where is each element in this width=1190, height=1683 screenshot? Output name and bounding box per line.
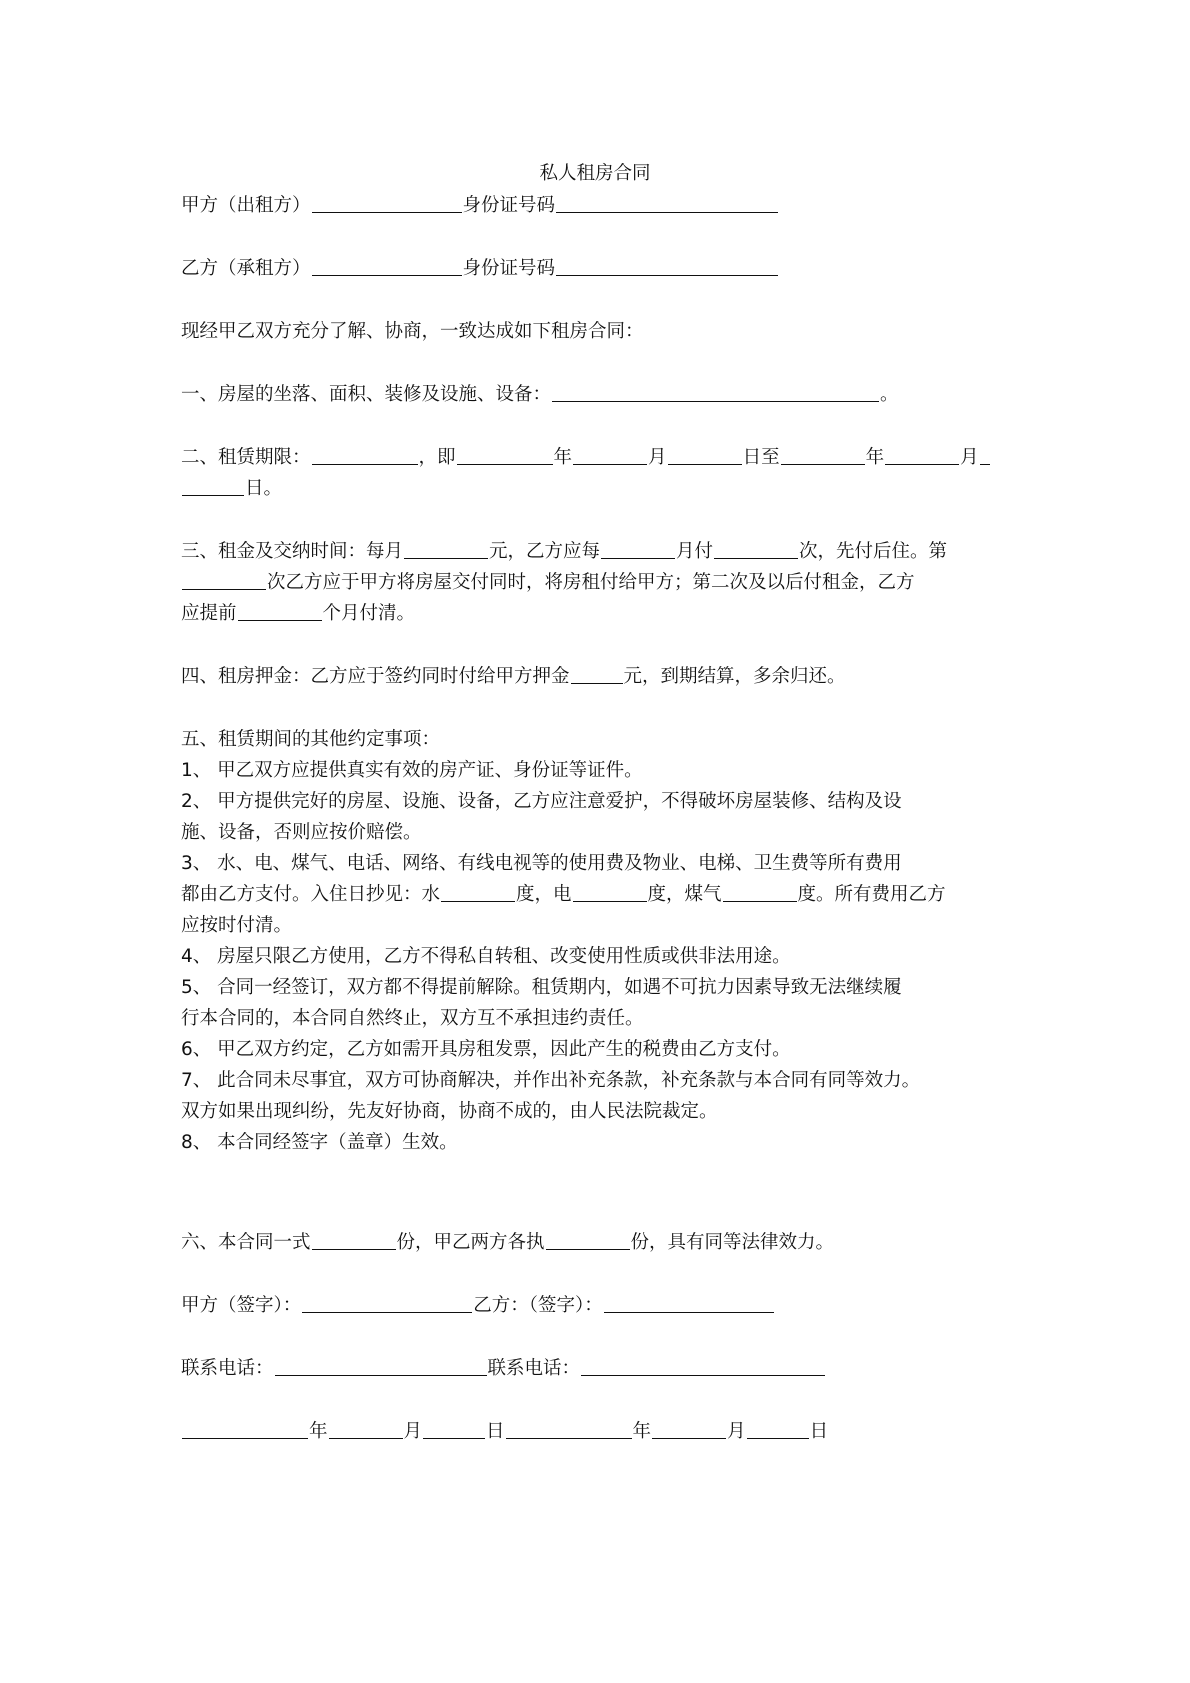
contract-line	[181, 190, 779, 221]
contract-line	[181, 972, 902, 1003]
fill-in-blank[interactable]	[546, 1229, 630, 1250]
line-text: 现经甲乙双方充分了解、协商，一致达成如下租房合同：	[181, 321, 644, 342]
line-text: 日。	[245, 478, 283, 499]
fill-in-blank[interactable]	[601, 538, 675, 559]
contract-line	[181, 598, 415, 629]
fill-in-blank[interactable]	[556, 255, 778, 276]
contract-line	[181, 253, 779, 284]
line-text: 度，煤气	[647, 884, 722, 905]
line-text: 四、租房押金：乙方应于签约同时付给甲方押金	[181, 666, 570, 687]
line-text: 。	[880, 384, 899, 405]
line-text: 度，电	[516, 884, 572, 905]
fill-in-blank[interactable]	[723, 881, 797, 902]
contract-line	[181, 536, 947, 567]
line-text: 个月付清。	[322, 603, 416, 624]
line-text: 度。所有费用乙方	[797, 884, 946, 905]
fill-in-blank[interactable]	[312, 1229, 396, 1250]
fill-in-blank[interactable]	[312, 444, 418, 465]
line-text: 联系电话：	[181, 1358, 274, 1379]
fill-in-blank[interactable]	[581, 1355, 825, 1376]
fill-in-blank[interactable]	[980, 444, 990, 465]
line-text: 施、设备，否则应按价赔偿。	[181, 822, 422, 843]
fill-in-blank[interactable]	[404, 538, 488, 559]
fill-in-blank[interactable]	[457, 444, 553, 465]
contract-line	[181, 1290, 775, 1321]
fill-in-blank[interactable]	[668, 444, 742, 465]
contract-line	[181, 910, 292, 941]
line-text: 份，具有同等法律效力。	[630, 1232, 835, 1253]
contract-line	[181, 848, 902, 879]
line-text: 甲方（签字）：	[181, 1295, 302, 1316]
line-text: ，即	[418, 447, 456, 468]
fill-in-blank[interactable]	[604, 1292, 774, 1313]
line-text: 8、 本合同经签字（盖章）生效。	[181, 1132, 458, 1153]
contract-line	[181, 1353, 826, 1384]
line-text: 元，乙方应每	[489, 541, 601, 562]
fill-in-blank[interactable]	[182, 1418, 308, 1439]
fill-in-blank[interactable]	[238, 600, 322, 621]
fill-in-blank[interactable]	[275, 1355, 487, 1376]
fill-in-blank[interactable]	[885, 444, 959, 465]
contract-line	[181, 941, 791, 972]
line-text: 2、 甲方提供完好的房屋、设施、设备，乙方应注意爱护，不得破坏房屋装修、结构及设	[181, 791, 902, 812]
line-text: 次乙方应于甲方将房屋交付同时，将房租付给甲方；第二次及以后付租金，乙方	[267, 572, 915, 593]
contract-line	[181, 316, 644, 347]
contract-line	[181, 661, 846, 692]
fill-in-blank[interactable]	[441, 881, 515, 902]
line-text: 身份证号码	[462, 258, 556, 279]
line-text: 月	[727, 1421, 746, 1442]
line-text: 次，先付后住。第	[799, 541, 948, 562]
line-text: 月	[403, 1421, 423, 1442]
line-text: 月	[648, 447, 667, 468]
line-text: 乙方：（签字）：	[473, 1295, 603, 1316]
line-text: 3、 水、电、煤气、电话、网络、有线电视等的使用费及物业、电梯、卫生费等所有费用	[181, 853, 902, 874]
line-text: 年	[632, 1421, 652, 1442]
line-text: 份，甲乙两方各执	[396, 1232, 545, 1253]
line-text: 联系电话：	[487, 1358, 581, 1379]
fill-in-blank[interactable]	[747, 1418, 809, 1439]
fill-in-blank[interactable]	[552, 381, 879, 402]
contract-line	[181, 379, 899, 410]
line-text: 三、租金及交纳时间：每月	[181, 541, 404, 562]
line-text: 身份证号码	[462, 195, 556, 216]
contract-line	[181, 1416, 828, 1447]
line-text: 年	[865, 447, 885, 468]
document-title: 私人租房合同	[539, 163, 651, 184]
line-text: 6、 甲乙双方约定，乙方如需开具房租发票，因此产生的税费由乙方支付。	[181, 1039, 791, 1060]
fill-in-blank[interactable]	[571, 663, 623, 684]
line-text: 乙方（承租方）	[181, 258, 311, 279]
line-text: 日	[486, 1421, 505, 1442]
line-text: 应提前	[181, 603, 237, 624]
contract-line	[181, 1096, 718, 1127]
fill-in-blank[interactable]	[781, 444, 865, 465]
fill-in-blank[interactable]	[312, 255, 462, 276]
fill-in-blank[interactable]	[573, 444, 647, 465]
contract-line	[181, 755, 643, 786]
fill-in-blank[interactable]	[506, 1418, 632, 1439]
contract-line	[181, 473, 282, 504]
line-text: 甲方（出租方）	[181, 195, 311, 216]
fill-in-blank[interactable]	[329, 1418, 403, 1439]
line-text: 日	[809, 1421, 829, 1442]
contract-line	[181, 1065, 920, 1096]
fill-in-blank[interactable]	[652, 1418, 726, 1439]
fill-in-blank[interactable]	[556, 192, 778, 213]
line-text: 7、 此合同未尽事宜，双方可协商解决，并作出补充条款，补充条款与本合同有同等效力。	[181, 1070, 921, 1091]
line-text: 都由乙方支付。入住日抄见：水	[181, 884, 441, 905]
line-text: 5、 合同一经签订，双方都不得提前解除。租赁期内，如遇不可抗力因素导致无法继续履	[181, 977, 902, 998]
contract-line	[181, 879, 946, 910]
contract-line	[181, 1034, 791, 1065]
line-text: 1、 甲乙双方应提供真实有效的房产证、身份证等证件。	[181, 760, 643, 781]
fill-in-blank[interactable]	[182, 475, 244, 496]
contract-line	[181, 786, 902, 817]
line-text: 月付	[676, 541, 714, 562]
contract-line	[181, 1227, 834, 1258]
line-text: 五、租赁期间的其他约定事项：	[181, 729, 441, 750]
fill-in-blank[interactable]	[423, 1418, 485, 1439]
fill-in-blank[interactable]	[182, 569, 266, 590]
line-text: 元，到期结算，多余归还。	[623, 666, 846, 687]
contract-line	[181, 567, 915, 598]
line-text: 月	[960, 447, 979, 468]
fill-in-blank[interactable]	[714, 538, 798, 559]
contract-line	[181, 442, 991, 473]
line-text: 年	[309, 1421, 328, 1442]
contract-line	[181, 1003, 644, 1034]
line-text: 4、 房屋只限乙方使用，乙方不得私自转租、改变使用性质或供非法用途。	[181, 946, 791, 967]
contract-line	[181, 1127, 458, 1158]
fill-in-blank[interactable]	[302, 1292, 472, 1313]
contract-line	[181, 817, 422, 848]
line-text: 行本合同的，本合同自然终止，双方互不承担违约责任。	[181, 1008, 644, 1029]
line-text: 六、本合同一式	[181, 1232, 311, 1253]
line-text: 日至	[742, 447, 780, 468]
fill-in-blank[interactable]	[312, 192, 462, 213]
contract-line	[181, 724, 440, 755]
fill-in-blank[interactable]	[573, 881, 647, 902]
line-text: 年	[553, 447, 573, 468]
line-text: 一、房屋的坐落、面积、装修及设施、设备：	[181, 384, 552, 405]
line-text: 双方如果出现纠纷，先友好协商，协商不成的，由人民法院裁定。	[181, 1101, 718, 1122]
line-text: 二、租赁期限：	[181, 447, 311, 468]
line-text: 应按时付清。	[181, 915, 293, 936]
